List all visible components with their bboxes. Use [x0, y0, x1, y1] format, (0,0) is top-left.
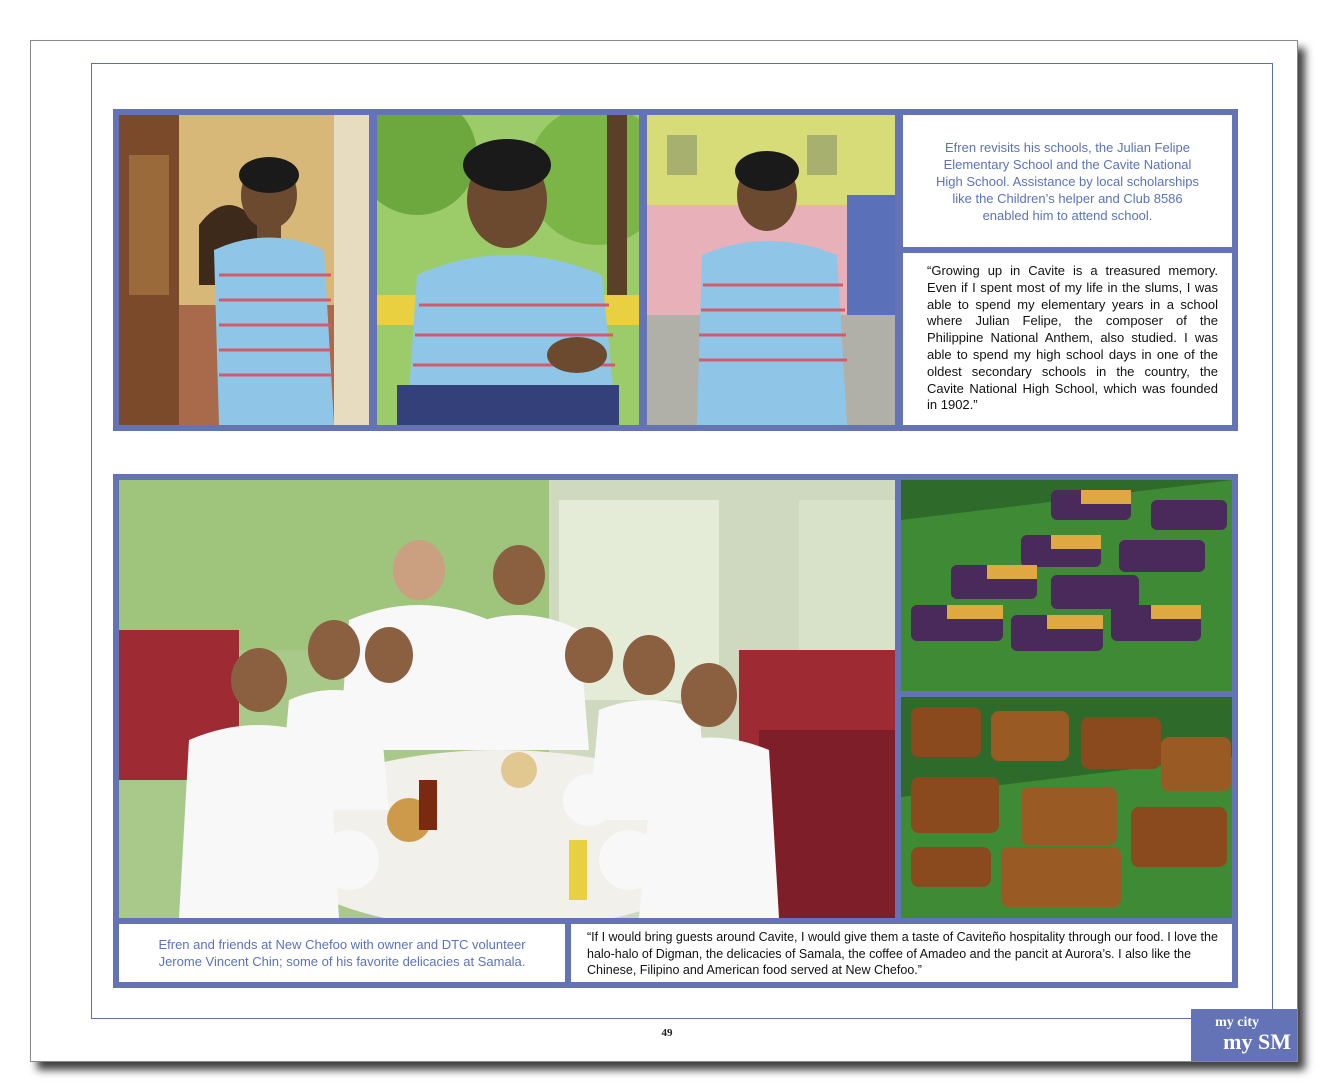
brand-logo	[1191, 1009, 1297, 1061]
top-photo-panel	[113, 109, 1238, 431]
top-quote: “Growing up in Cavite is a treasured memory. Even if I spent most of my life in the slums, I was able to spend my elementary years in a school where Julian Felipe, the composer of the Philippine National Anthem, also studied. I was able to spend my high school days in one of the oldest secondary schools in the country, the Cavite National High School, which was founded in 1902.”	[927, 263, 1218, 413]
photo-restaurant-group	[119, 480, 895, 918]
top-quote-box	[903, 253, 1232, 425]
photo-hallway	[119, 115, 369, 425]
top-caption: Efren revisits his schools, the Julian Felipe Elementary School and the Cavite National High School. Assistance by local scholarships like the Children’s helper and Club 8586 enabled him to attend school.	[935, 139, 1200, 223]
page-number: 49	[661, 1027, 673, 1039]
photo-school-building	[647, 115, 895, 425]
top-caption-box	[903, 115, 1232, 247]
magazine-page	[30, 40, 1298, 1062]
bottom-caption-box	[119, 924, 565, 982]
brand-line1: my city	[1215, 1015, 1259, 1030]
photo-outdoors	[377, 115, 639, 425]
photo-delicacy-sapin	[901, 697, 1232, 918]
bottom-caption: Efren and friends at New Chefoo with owner and DTC volunteer Jerome Vincent Chin; some of his favorite delicacies at Samala.	[158, 937, 526, 969]
bottom-quote: “If I would bring guests around Cavite, I would give them a taste of Caviteño hospitality through our food. I love the halo-halo of Digman, the delicacies of Samala, the coffee of Amadeo and the pancit at Aurora’s. I also like the Chinese, Filipino and American food served at New Chefoo.”	[587, 930, 1218, 977]
bottom-quote-box	[571, 924, 1232, 982]
bottom-photo-panel	[113, 474, 1238, 988]
brand-line2: my SM	[1223, 1029, 1291, 1054]
photo-delicacy-ube	[901, 480, 1232, 691]
